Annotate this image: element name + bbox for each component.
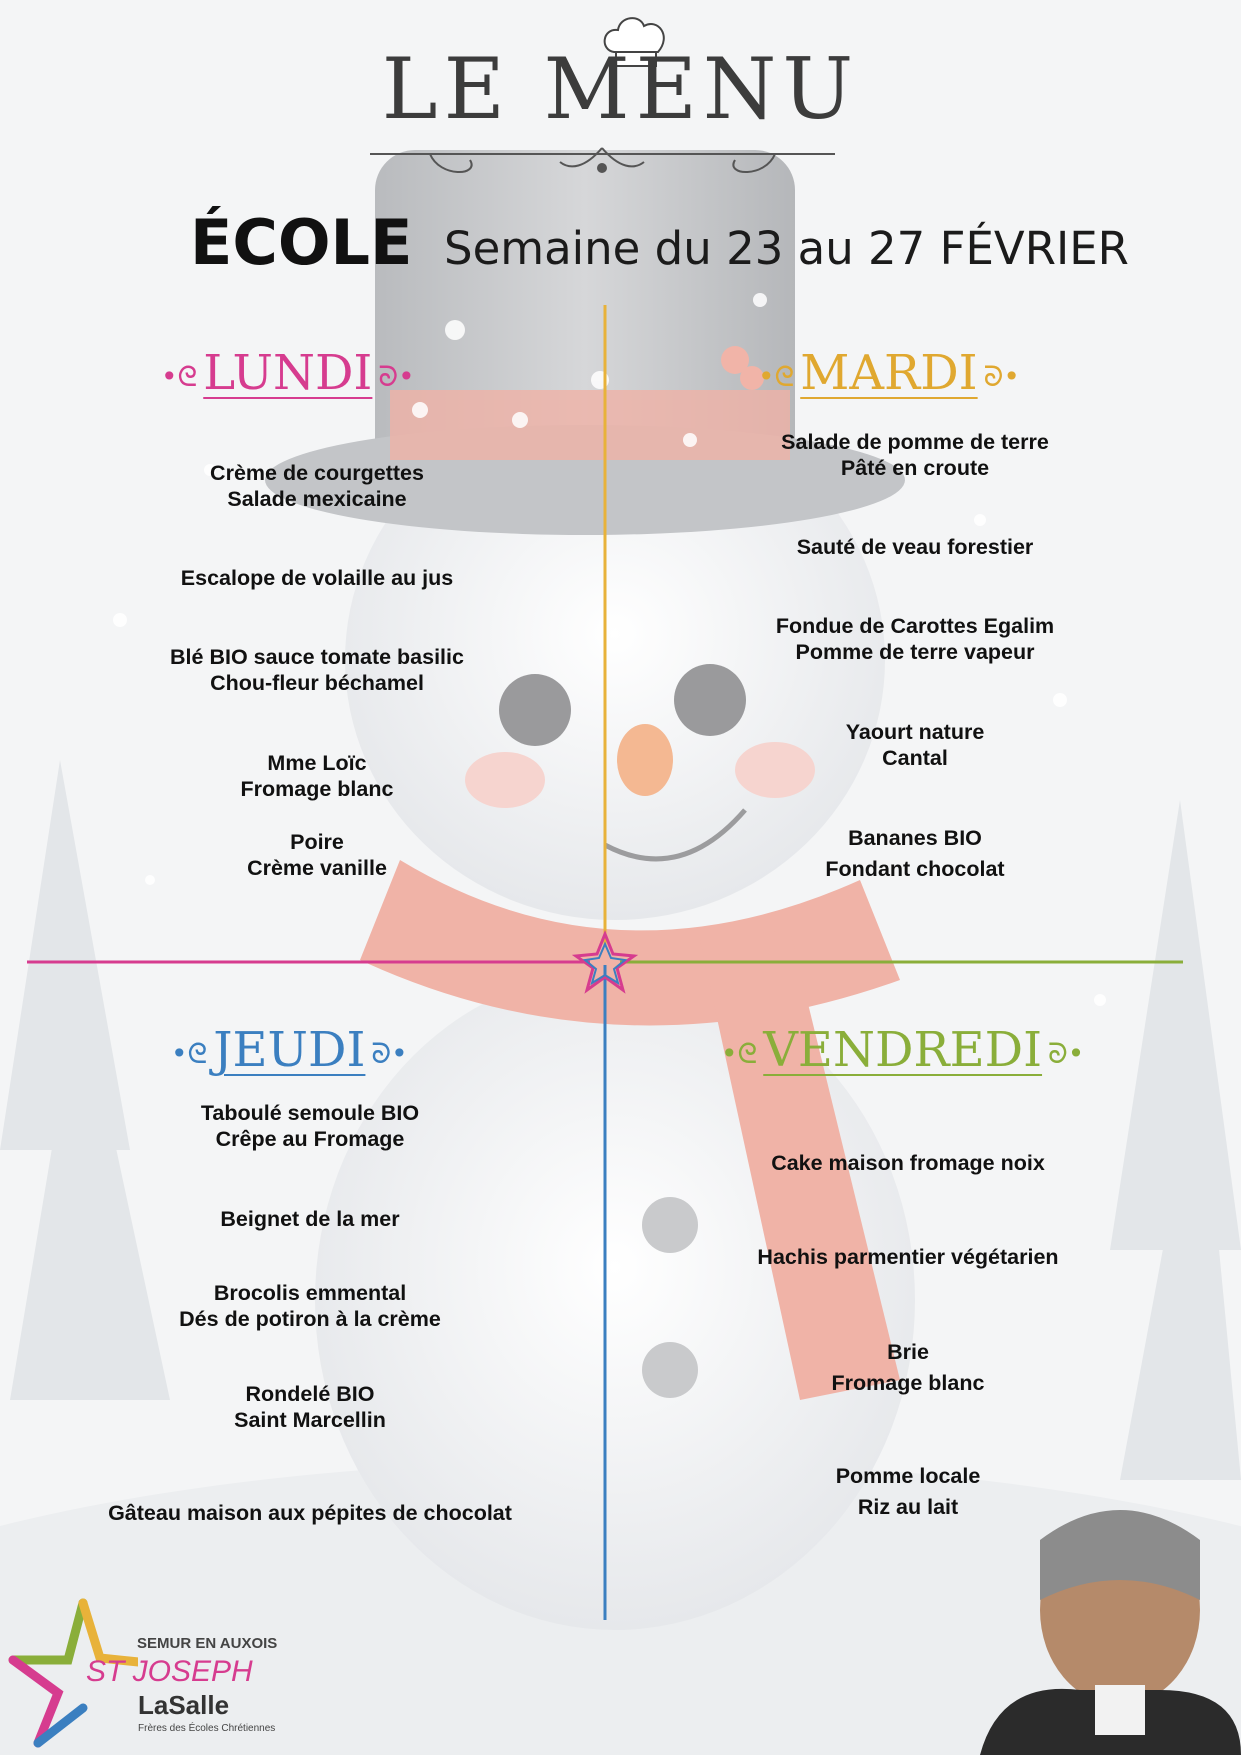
week-range: Semaine du 23 au 27 FÉVRIER: [444, 222, 1129, 275]
logo-city: SEMUR EN AUXOIS: [137, 1635, 278, 1652]
day-heading-mardi: •ᘓ MARDI ᘐ•: [758, 345, 1020, 401]
logo-network: LaSalle: [138, 1690, 230, 1720]
menu-item-lundi: Mme Loïc Fromage blanc: [240, 751, 394, 801]
menu-item-jeudi: Rondelé BIO Saint Marcellin: [234, 1382, 386, 1432]
day-heading-jeudi: •ᘓ JEUDI ᘐ•: [171, 1022, 408, 1078]
menu-item-lundi: Blé BIO sauce tomate basilic Chou-fleur béchamel: [170, 645, 464, 695]
menu-item-jeudi: Brocolis emmental Dés de potiron à la crème: [179, 1281, 441, 1331]
section-heading: ÉCOLE: [190, 206, 413, 279]
menu-item-mardi: Salade de pomme de terre Pâté en croute: [781, 430, 1049, 480]
menu-item-lundi: Escalope de volaille au jus: [180, 566, 454, 590]
menu-item-vendredi: Brie Fromage blanc: [831, 1340, 985, 1395]
menu-item-mardi: Yaourt nature Cantal: [845, 720, 985, 770]
menu-item-jeudi: Gâteau maison aux pépites de chocolat: [108, 1501, 512, 1525]
menu-item-jeudi: Taboulé semoule BIO Crêpe au Fromage: [200, 1101, 420, 1151]
menu-item-vendredi: Cake maison fromage noix: [771, 1151, 1045, 1175]
menu-item-mardi: Sauté de veau forestier: [796, 535, 1034, 559]
page-title: LE MENU: [381, 40, 860, 138]
day-heading-lundi: •ᘓ LUNDI ᘐ•: [161, 345, 415, 401]
menu-item-lundi: Crème de courgettes Salade mexicaine: [210, 461, 424, 511]
menu-item-vendredi: Pomme locale Riz au lait: [835, 1464, 981, 1519]
menu-item-jeudi: Beignet de la mer: [220, 1207, 400, 1231]
day-heading-vendredi: •ᘓ VENDREDI ᘐ•: [721, 1022, 1085, 1078]
logo-tagline: Frères des Écoles Chrétiennes: [138, 1723, 276, 1734]
menu-item-mardi: Fondue de Carottes Egalim Pomme de terre vapeur: [775, 614, 1055, 664]
menu-item-mardi: Bananes BIO Fondant chocolat: [825, 826, 1005, 881]
menu-item-vendredi: Hachis parmentier végétarien: [757, 1245, 1059, 1269]
menu-item-lundi: Poire Crème vanille: [247, 830, 387, 880]
logo-name: ST JOSEPH: [86, 1655, 253, 1688]
